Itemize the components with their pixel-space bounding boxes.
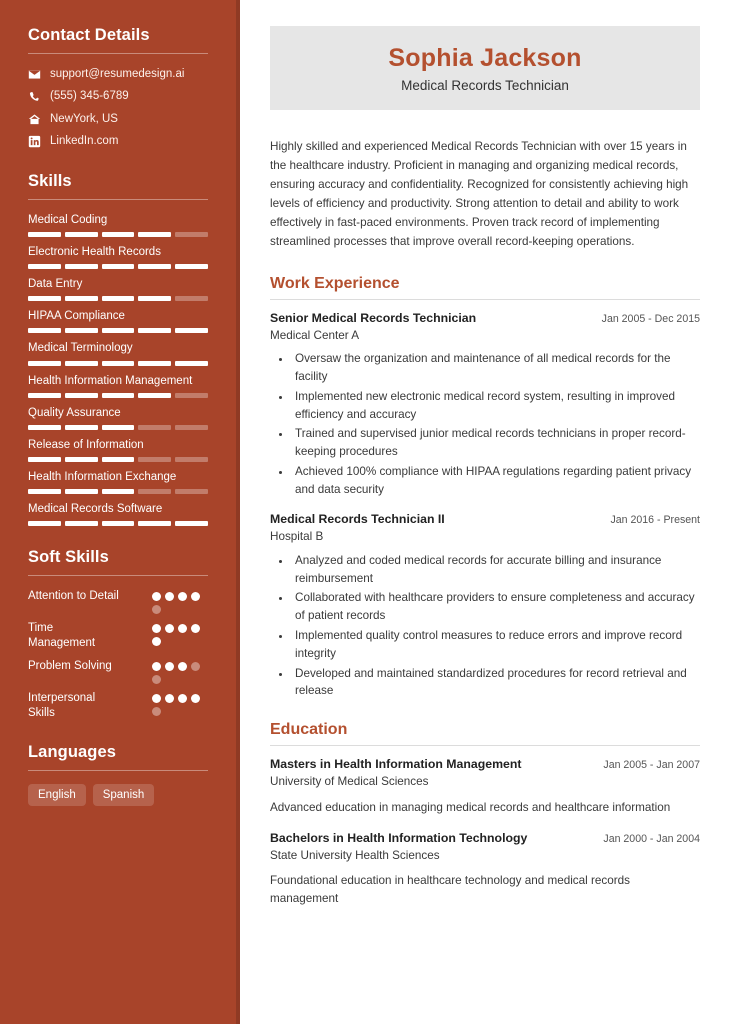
skill-level-segment [138,521,171,526]
skill-level-segment [138,264,171,269]
contact-item[interactable] [28,67,208,83]
skill-level-segment [65,264,98,269]
skill-level-bar [28,489,208,494]
rating-dot [165,624,174,633]
job-bullet-list [270,350,700,498]
degree-title: Bachelors in Health Information Technology [270,830,528,845]
skill-level-segment [175,489,208,494]
job-bullet: • Implemented new electronic medical record system, resulting in improved efficiency and accuracy [292,388,700,424]
skill-level-segment [175,457,208,462]
skill-level-segment [28,457,61,462]
work-experience-heading: Work Experience [270,274,400,292]
rating-dot [152,707,161,716]
soft-skill-name: Time Management [28,622,96,650]
rating-dot [165,662,174,671]
skills-heading-divider [28,199,208,200]
rating-dot [178,694,187,703]
rating-dot [152,637,161,646]
soft-skill-item [28,691,208,721]
education-divider [270,745,700,746]
skill-item [28,470,208,494]
contact-details-section [28,26,208,150]
skill-level-segment [28,361,61,366]
rating-dot [152,662,161,671]
skill-level-bar [28,521,208,526]
contact-details-heading: Contact Details [28,26,150,44]
languages-section [28,743,208,806]
skill-level-segment [175,264,208,269]
rating-dot [165,694,174,703]
skills-list [28,213,208,527]
skill-name: Medical Records Software [28,503,163,516]
skill-level-segment [102,328,135,333]
soft-skill-item [28,621,208,651]
education-date-range: Jan 2000 - Jan 2004 [603,832,700,845]
entry-header [270,512,700,528]
employer-name: Medical Center A [270,328,359,342]
skill-level-bar [28,457,208,462]
skill-level-segment [102,393,135,398]
languages-heading: Languages [28,742,117,761]
skill-level-segment [138,425,171,430]
skill-name: Release of Information [28,438,144,451]
work-experience-entry [270,311,700,499]
rating-dot [165,592,174,601]
job-bullet: • Developed and maintained standardized procedures for record retrieval and release [292,665,700,701]
rating-dot [152,624,161,633]
skill-level-segment [138,393,171,398]
skill-level-segment [65,521,98,526]
skill-level-segment [28,489,61,494]
skills-heading: Skills [28,171,72,190]
skill-level-segment [65,393,98,398]
skill-level-segment [175,296,208,301]
skill-level-segment [65,328,98,333]
soft-skill-item [28,589,208,614]
skill-level-segment [138,232,171,237]
skill-level-segment [65,457,98,462]
rating-dot [152,592,161,601]
contact-heading-divider [28,53,208,54]
skill-level-bar [28,425,208,430]
rating-dot [152,605,161,614]
job-bullet-list [270,552,700,700]
soft-skill-rating-dots [152,621,208,646]
skill-item [28,213,208,237]
soft-skills-heading-divider [28,575,208,576]
skill-level-segment [175,361,208,366]
contact-item[interactable] [28,134,208,150]
skill-level-segment [28,296,61,301]
skill-level-segment [175,425,208,430]
sidebar [0,0,240,1024]
skill-level-segment [28,425,61,430]
soft-skill-rating-dots [152,691,208,716]
name-header-card [270,26,700,110]
skill-name: Medical Terminology [28,342,133,355]
professional-summary: Highly skilled and experienced Medical Records Technician with over 15 years in the healthcare industry. Proficient in managing and organizing medical records, ensuring accuracy and confidentiality. Recognized for consistently achieving high levels of efficiency and productivity. Strong attention to detail and ability to work effectively in fast-paced environments. Proven track record of implementing streamlined processes that improve overall record-keeping operations. [270,139,689,248]
rating-dot [191,624,200,633]
skill-level-segment [65,425,98,430]
education-list [270,757,700,908]
skill-level-segment [102,361,135,366]
rating-dot [152,675,161,684]
job-bullet: • Collaborated with healthcare providers to ensure completeness and accuracy of patient records [292,589,700,625]
skill-level-bar [28,264,208,269]
education-entry [270,757,700,816]
contact-item[interactable] [28,112,208,128]
skill-level-segment [28,328,61,333]
education-description: Advanced education in managing medical records and healthcare information [270,800,671,814]
soft-skills-section [28,548,208,720]
entry-header [270,311,700,327]
skill-level-segment [28,232,61,237]
work-experience-list [270,311,700,700]
work-experience-entry [270,512,700,700]
rating-dot [191,662,200,671]
contact-item-text: LinkedIn.com [50,135,119,148]
skill-level-segment [28,521,61,526]
rating-dot [191,694,200,703]
skill-level-segment [175,393,208,398]
skill-level-segment [138,457,171,462]
job-bullet: • Oversaw the organization and maintenance of all medical records for the facility [292,350,700,386]
skill-level-segment [175,232,208,237]
education-description: Foundational education in healthcare technology and medical records management [270,874,630,906]
skill-level-segment [65,361,98,366]
skill-item [28,341,208,365]
job-title: Medical Records Technician II [270,512,445,527]
job-date-range: Jan 2005 - Dec 2015 [601,312,700,325]
skill-name: Data Entry [28,278,83,290]
contact-item-text: NewYork, US [50,112,118,125]
skill-item [28,502,208,526]
linkedin-icon [28,135,41,148]
skill-name: Quality Assurance [28,406,121,419]
skill-level-bar [28,361,208,366]
skill-level-bar [28,232,208,237]
work-experience-section [270,274,700,700]
contact-item[interactable] [28,89,208,105]
job-bullet: • Achieved 100% compliance with HIPAA regulations regarding patient privacy and data security [292,463,700,499]
skill-level-segment [102,457,135,462]
languages-heading-divider [28,770,208,771]
skill-item [28,438,208,462]
skill-level-bar [28,296,208,301]
school-name: State University Health Sciences [270,848,440,862]
contact-item-text: (555) 345-6789 [50,90,129,103]
skill-item [28,245,208,269]
skill-level-segment [65,232,98,237]
job-date-range: Jan 2016 - Present [610,514,700,527]
language-pill: English [28,784,86,806]
skills-section [28,172,208,527]
job-bullet: • Trained and supervised junior medical records technicians in proper record-keeping procedures [292,425,700,461]
skill-level-segment [102,232,135,237]
skill-level-segment [65,489,98,494]
soft-skill-name: Attention to Detail [28,590,119,603]
skill-level-bar [28,328,208,333]
soft-skill-rating-dots [152,589,208,614]
skill-level-segment [138,328,171,333]
skill-level-segment [175,328,208,333]
skill-level-segment [102,425,135,430]
phone-icon [28,90,41,103]
skill-level-segment [175,521,208,526]
entry-header [270,831,700,847]
skill-level-segment [102,521,135,526]
skill-level-segment [138,361,171,366]
education-entry [270,831,700,909]
work-experience-divider [270,299,700,300]
education-section [270,720,700,908]
skill-level-segment [102,489,135,494]
job-title: Senior Medical Records Technician [270,310,477,325]
languages-list [28,784,208,806]
entry-header [270,757,700,773]
candidate-job-title: Medical Records Technician [401,77,569,93]
rating-dot [178,592,187,601]
skill-item [28,374,208,398]
employer-name: Hospital B [270,530,324,544]
skill-name: Electronic Health Records [28,245,161,258]
main-content [240,0,730,1024]
skill-level-segment [65,296,98,301]
rating-dot [191,592,200,601]
education-heading: Education [270,721,348,739]
skill-name: Health Information Exchange [28,471,177,484]
soft-skill-name: Problem Solving [28,659,112,672]
job-bullet: • Implemented quality control measures to reduce errors and improve record integrity [292,627,700,663]
soft-skill-rating-dots [152,659,208,684]
envelope-icon [28,68,41,81]
skill-item [28,406,208,430]
education-date-range: Jan 2005 - Jan 2007 [603,759,700,772]
job-bullet: • Analyzed and coded medical records for accurate billing and insurance reimbursement [292,552,700,588]
skill-level-segment [28,264,61,269]
contact-item-text: support@resumedesign.ai [50,67,185,80]
skill-item [28,277,208,301]
soft-skill-item [28,659,208,684]
rating-dot [178,662,187,671]
home-icon [28,113,41,126]
rating-dot [152,694,161,703]
candidate-name: Sophia Jackson [388,44,582,72]
soft-skills-list [28,589,208,721]
language-pill: Spanish [93,784,155,806]
skill-level-segment [28,393,61,398]
skill-level-bar [28,393,208,398]
skill-name: Medical Coding [28,213,108,226]
skill-item [28,309,208,333]
degree-title: Masters in Health Information Management [270,757,522,772]
skill-name: HIPAA Compliance [28,310,125,323]
contact-list [28,67,208,150]
soft-skill-name: Interpersonal Skills [28,691,96,719]
skill-level-segment [138,296,171,301]
skill-level-segment [138,489,171,494]
skill-level-segment [102,264,135,269]
school-name: University of Medical Sciences [270,775,429,789]
skill-name: Health Information Management [28,374,193,387]
soft-skills-heading: Soft Skills [28,548,109,567]
rating-dot [178,624,187,633]
skill-level-segment [102,296,135,301]
